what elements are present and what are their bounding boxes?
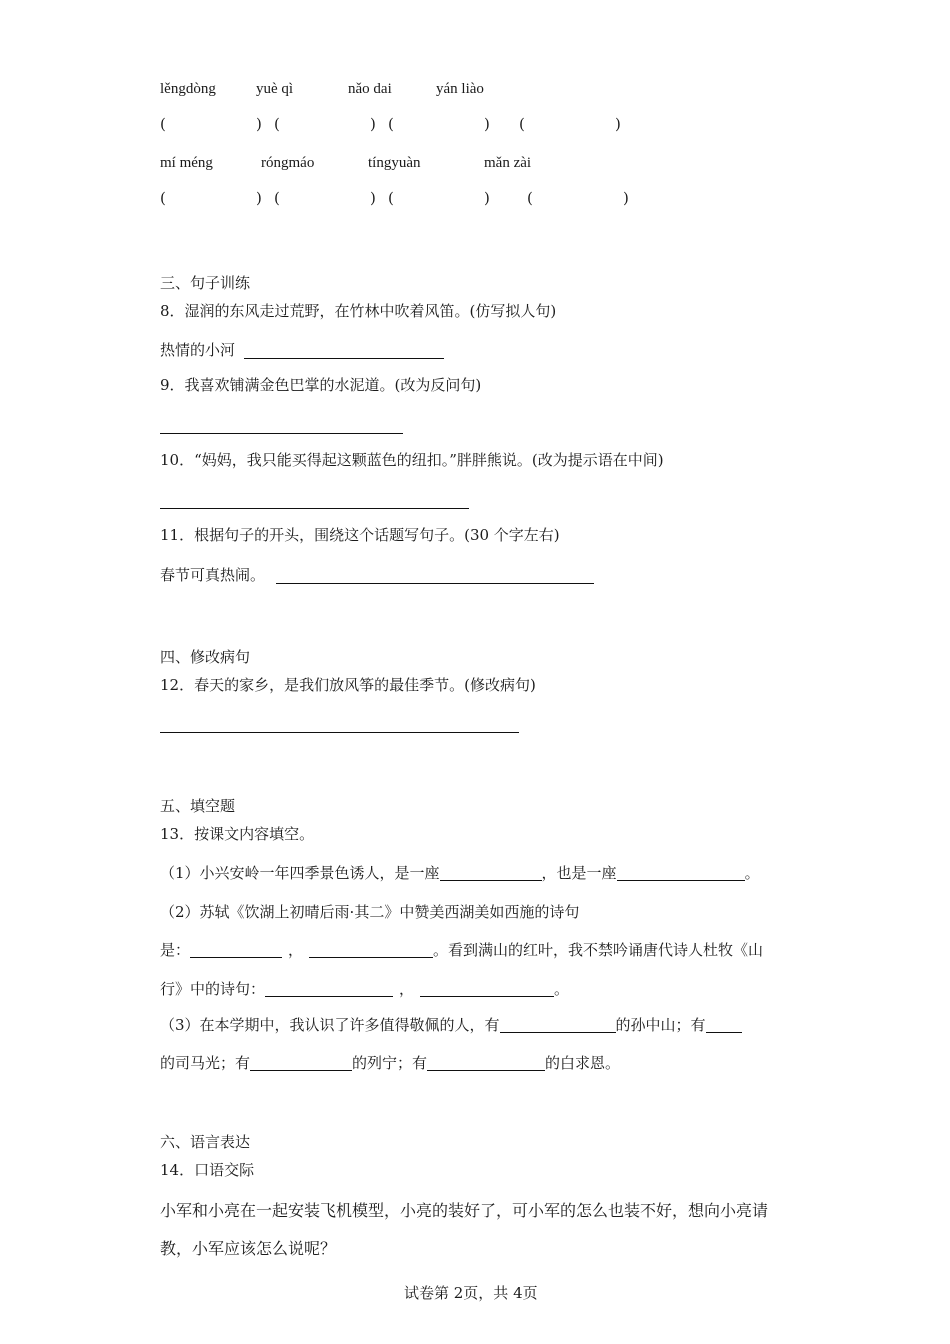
pinyin-lengdong: lěngdòng [160,81,216,97]
pinyin-yanliao: yán liào [436,81,484,97]
answer-line[interactable] [160,508,469,509]
blank[interactable] [500,1018,616,1033]
question-11: 11．根据句子的开头，围绕这个话题写句子。(30 个字左右) [160,526,560,544]
question-10: 10．“妈妈，我只能买得起这颗蓝色的纽扣。”胖胖熊说。(改为提示语在中间) [160,451,664,469]
answer-line[interactable] [160,433,403,434]
question-13-part-1: （1）小兴安岭一年四季景色诱人，是一座 ，也是一座 。 [160,864,760,882]
blank[interactable] [706,1018,742,1033]
blank[interactable] [427,1056,545,1071]
blank[interactable] [440,866,542,881]
question-13-part-2: （2）苏轼《饮湖上初晴后雨·其二》中赞美西湖美如西施的诗句 [160,903,580,921]
pinyin-rongmao: róngmáo [261,155,315,171]
pinyin-yueqi: yuè qì [256,81,294,97]
blank[interactable] [309,943,433,958]
question-12: 12．春天的家乡，是我们放风筝的最佳季节。(修改病句) [160,676,536,694]
pinyin-mimeng: mí méng [160,155,213,171]
section-heading: 三、句子训练 [160,274,251,292]
answer-line[interactable] [244,358,444,359]
question-13: 13．按课文内容填空。 [160,825,315,843]
question-8: 8．湿润的东风走过荒野，在竹林中吹着风笛。(仿写拟人句) [160,302,557,320]
question-14-body: 教，小军应该怎么说呢？ [160,1239,337,1258]
section-heading: 四、修改病句 [160,648,251,666]
section-heading: 六、语言表达 [160,1133,251,1151]
page-footer: 试卷第 2页，共 4页 [404,1284,538,1302]
pinyin-manzai: mǎn zài [484,155,532,171]
question-13-part-3-line2: 的司马光；有 的列宁；有 的白求恩。 [160,1054,621,1072]
question-13-part-2-line2: 是： ， 。看到满山的红叶，我不禁吟诵唐代诗人杜牧《山 [160,941,764,959]
page: lěngdòng yuè qì nǎo dai yán liào ( ) ( ) ( ) ( ) mí méng róngmáo tíngyuàn mǎn zài ( ) ( ) ( ) ( ) 三、句子训练 8．湿润的东风走过荒野，在竹林中吹着风笛。(仿写拟人句) 热情的小河 9．我喜欢铺满金色巴掌的水泥道。(改为反问句) 10．“妈妈，我只能买得起这颗蓝色的纽扣。”胖胖熊说。(改为提示语在中间) 11．根据句子的开头，围绕这个话题写句子。(30 个字左右) 春节可真热闹。 四、修改病句 12．春天的家乡，是我们放风筝的最佳季节。(修改病句) 五、填空题 13．按课文内容填空。 （1）小兴安岭一年四季景色诱人，是一座 ，也是一座 。 （2）苏轼《饮湖上初晴后雨·其二》中赞美西湖美如西施的诗句 是： ， 。看到满山的红叶，我不禁吟诵唐代诗人杜牧《山 行》中的诗句： ， 。 （3）在本学期中，我认识了许多值得敬佩的人，有 的孙中山；有 的司马光；有 的列宁；有 的白求恩。 六、语言表达 14．口语交际 小军和小亮在一起安装飞机模型，小亮的装好了，可小军的怎么也装不好，想向小亮请 教，小军应该怎么说呢？ 试卷第 2页，共 4页 [160,81,769,1302]
answer-line[interactable] [276,583,594,584]
answer-line[interactable] [160,732,519,733]
question-13-part-3: （3）在本学期中，我认识了许多值得敬佩的人，有 的孙中山；有 [160,1018,742,1033]
question-8-prefix: 热情的小河 [160,341,236,359]
blank[interactable] [265,982,393,997]
blank[interactable] [420,982,554,997]
blank[interactable] [190,943,282,958]
pinyin-tingyuan: tíngyuàn [368,155,421,171]
section-heading: 五、填空题 [160,797,236,815]
pinyin-naodai: nǎo dai [348,81,392,97]
question-11-prefix: 春节可真热闹。 [160,566,266,584]
blank[interactable] [617,866,745,881]
question-13-part-2-line3: 行》中的诗句： ， 。 [160,980,570,998]
question-14-body: 小军和小亮在一起安装飞机模型，小亮的装好了，可小军的怎么也装不好，想向小亮请 [160,1201,769,1220]
blank[interactable] [250,1056,352,1071]
question-14: 14．口语交际 [160,1161,255,1179]
question-9: 9．我喜欢铺满金色巴掌的水泥道。(改为反问句) [160,376,482,394]
